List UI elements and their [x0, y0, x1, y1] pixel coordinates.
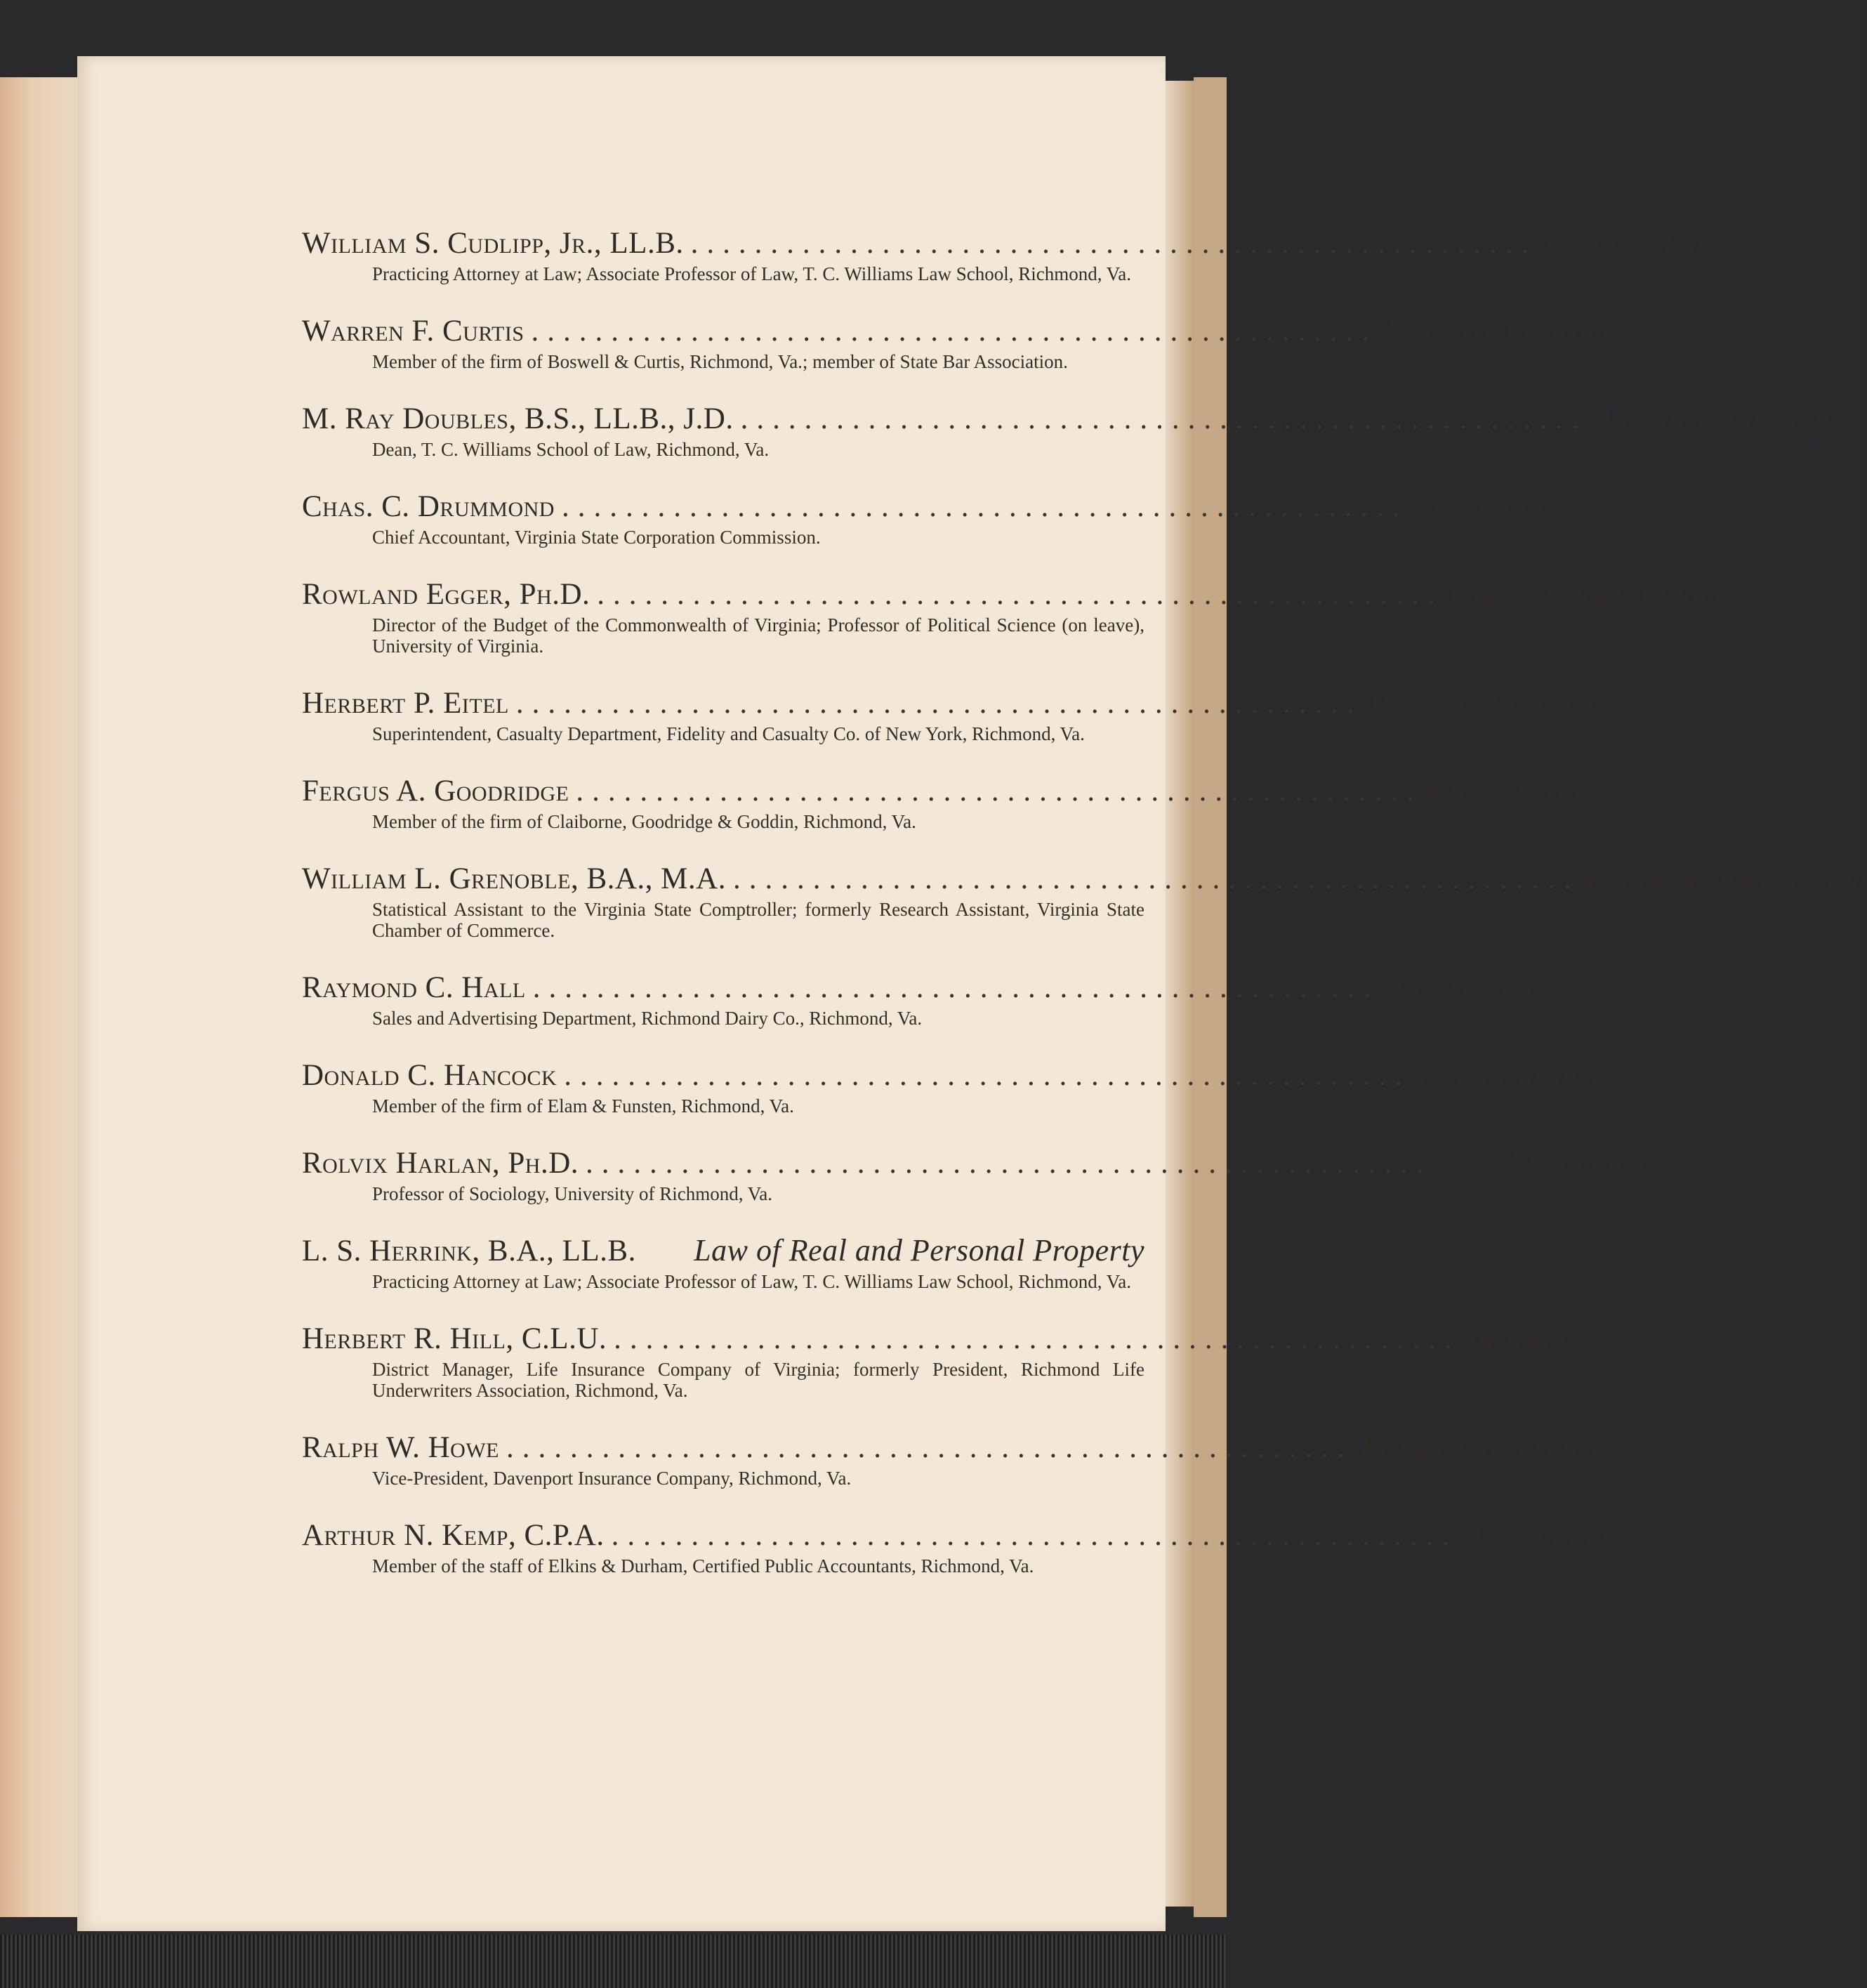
faculty-description: Superintendent, Casualty Department, Fidelity and Casualty Co. of New York, Richmond, Va. — [372, 723, 1085, 744]
entry-heading — [302, 1145, 1665, 1182]
faculty-entry — [302, 860, 1867, 941]
faculty-subject: Property Insurance — [1359, 1430, 1607, 1464]
faculty-entry — [302, 1057, 1607, 1117]
faculty-description: Practicing Attorney at Law; Associate Professor of Law, T. C. Williams Law School, Richmond, Va. — [372, 263, 1131, 284]
faculty-subject: Social Economics — [1439, 1145, 1665, 1180]
leader-dots: ..................................................... — [532, 971, 1380, 1004]
entry-heading — [302, 1429, 1607, 1466]
faculty-subject: Law of Real and Personal Property — [694, 1233, 1144, 1268]
faculty-name: Rowland Egger, Ph.D. — [302, 578, 591, 611]
faculty-entry — [302, 1429, 1607, 1489]
faculty-name: Arthur N. Kemp, C.P.A. — [302, 1519, 605, 1552]
faculty-description: Statistical Assistant to the Virginia State Comptroller; formerly Research Assistant, Virginia State Chamber of Commerce. — [372, 899, 1144, 941]
faculty-name: L. S. Herrink, B.A., LL.B. — [302, 1235, 636, 1268]
faculty-entry — [302, 312, 1632, 372]
entry-heading — [302, 488, 1560, 525]
faculty-name: Herbert R. Hill, C.L.U. — [302, 1322, 607, 1355]
entry-heading — [302, 576, 1743, 613]
faculty-description: District Manager, Life Insurance Company of Virginia; formerly President, Richmond Life Underwriters Association, Richmond, Va. — [372, 1359, 1144, 1401]
entry-heading — [302, 1320, 1595, 1357]
faculty-name: Ralph W. Howe — [302, 1431, 499, 1464]
leader-dots: ..................................................... — [611, 1519, 1458, 1552]
leader-dots: ..................................................... — [561, 490, 1409, 523]
faculty-description: Sales and Advertising Department, Richmond Dairy Co., Richmond, Va. — [372, 1008, 923, 1029]
faculty-name: Raymond C. Hall — [302, 971, 526, 1004]
entry-heading — [302, 860, 1867, 897]
entry-heading — [302, 1232, 1144, 1270]
faculty-entry — [302, 772, 1618, 832]
faculty-description: Chief Accountant, Virginia State Corporation Commission. — [372, 527, 821, 548]
faculty-name: William L. Grenoble, B.A., M.A. — [302, 862, 726, 895]
faculty-name: Warren F. Curtis — [302, 315, 525, 348]
entry-heading — [302, 1057, 1607, 1094]
faculty-description: Member of the firm of Elam & Funsten, Richmond, Va. — [372, 1095, 794, 1117]
leader-dots: ..................................................... — [506, 1431, 1353, 1464]
faculty-subject: Public Administration — [1586, 861, 1867, 895]
entry-heading — [302, 225, 1718, 262]
faculty-entry — [302, 685, 1616, 744]
faculty-list — [302, 225, 1867, 1605]
entry-heading — [302, 400, 1844, 437]
faculty-entry — [302, 1517, 1609, 1576]
leader-dots: ..................................................... — [614, 1322, 1460, 1355]
faculty-subject: Advertising — [1386, 970, 1533, 1004]
book-left-page-edges — [0, 77, 84, 1917]
faculty-description: Member of the firm of Claiborne, Goodridge & Goddin, Richmond, Va. — [372, 811, 916, 832]
faculty-description: Vice-President, Davenport Insurance Company, Richmond, Va. — [372, 1468, 852, 1489]
leader-dots: ..................................................... — [564, 1059, 1411, 1092]
faculty-subject: Insurance — [1467, 1321, 1595, 1355]
faculty-subject: Fire Insurance — [1417, 1058, 1607, 1092]
faculty-subject: Business Law — [1544, 225, 1718, 260]
entry-heading — [302, 772, 1618, 810]
faculty-name: Donald C. Hancock — [302, 1059, 558, 1092]
faculty-description: Professor of Sociology, University of Richmond, Va. — [372, 1183, 772, 1204]
leader-dots: ..................................................... — [690, 227, 1538, 260]
leader-dots: ..................................................... — [515, 687, 1363, 720]
faculty-entry — [302, 1320, 1595, 1401]
entry-heading — [302, 969, 1533, 1006]
faculty-subject: Property Insurance — [1385, 313, 1632, 348]
faculty-name: M. Ray Doubles, B.S., LL.B., J.D. — [302, 402, 734, 435]
faculty-name: Herbert P. Eitel — [302, 687, 509, 720]
faculty-entry — [302, 400, 1844, 460]
entry-heading — [302, 685, 1616, 722]
faculty-description: Dean, T. C. Williams School of Law, Richmond, Va. — [372, 439, 770, 460]
faculty-name: Fergus A. Goodridge — [302, 775, 569, 808]
faculty-entry — [302, 969, 1533, 1029]
faculty-name: Chas. C. Drummond — [302, 490, 555, 523]
scanner-bed — [0, 1935, 1227, 1988]
faculty-name: Rolvix Harlan, Ph.D. — [302, 1147, 579, 1180]
faculty-entry — [302, 225, 1718, 284]
faculty-subject: Property Insurance — [1369, 685, 1616, 720]
faculty-entry — [302, 1145, 1665, 1204]
faculty-subject: Accounting — [1415, 489, 1560, 523]
entry-heading — [302, 1517, 1609, 1554]
faculty-description: Member of the firm of Boswell & Curtis, Richmond, Va.; member of State Bar Association. — [372, 351, 1068, 372]
entry-heading — [302, 312, 1632, 350]
faculty-subject: Fire Insurance — [1430, 773, 1618, 808]
faculty-subject: Accounting — [1465, 1518, 1609, 1552]
faculty-entry — [302, 488, 1560, 548]
faculty-name: William S. Cudlipp, Jr., LL.B. — [302, 227, 684, 260]
faculty-description: Director of the Budget of the Commonwealth of Virginia; Professor of Political Science (on leave), University of Virginia. — [372, 614, 1144, 657]
faculty-description: Member of the staff of Elkins & Durham, Certified Public Accountants, Richmond, Va. — [372, 1555, 1034, 1576]
faculty-entry — [302, 1232, 1144, 1292]
leader-dots: ..................................................... — [576, 775, 1423, 808]
leader-dots: ..................................................... — [740, 402, 1588, 435]
faculty-subject: Administrative Law — [1594, 401, 1844, 435]
leader-dots: ..................................................... — [732, 862, 1580, 895]
faculty-entry — [302, 576, 1743, 657]
faculty-description: Practicing Attorney at Law; Associate Professor of Law, T. C. Williams Law School, Richmond, Va. — [372, 1271, 1131, 1292]
leader-dots: ..................................................... — [531, 315, 1378, 348]
leader-dots: ..................................................... — [586, 1147, 1432, 1180]
leader-dots: ..................................................... — [597, 578, 1444, 611]
faculty-subject: Governmental Finance — [1451, 577, 1743, 611]
